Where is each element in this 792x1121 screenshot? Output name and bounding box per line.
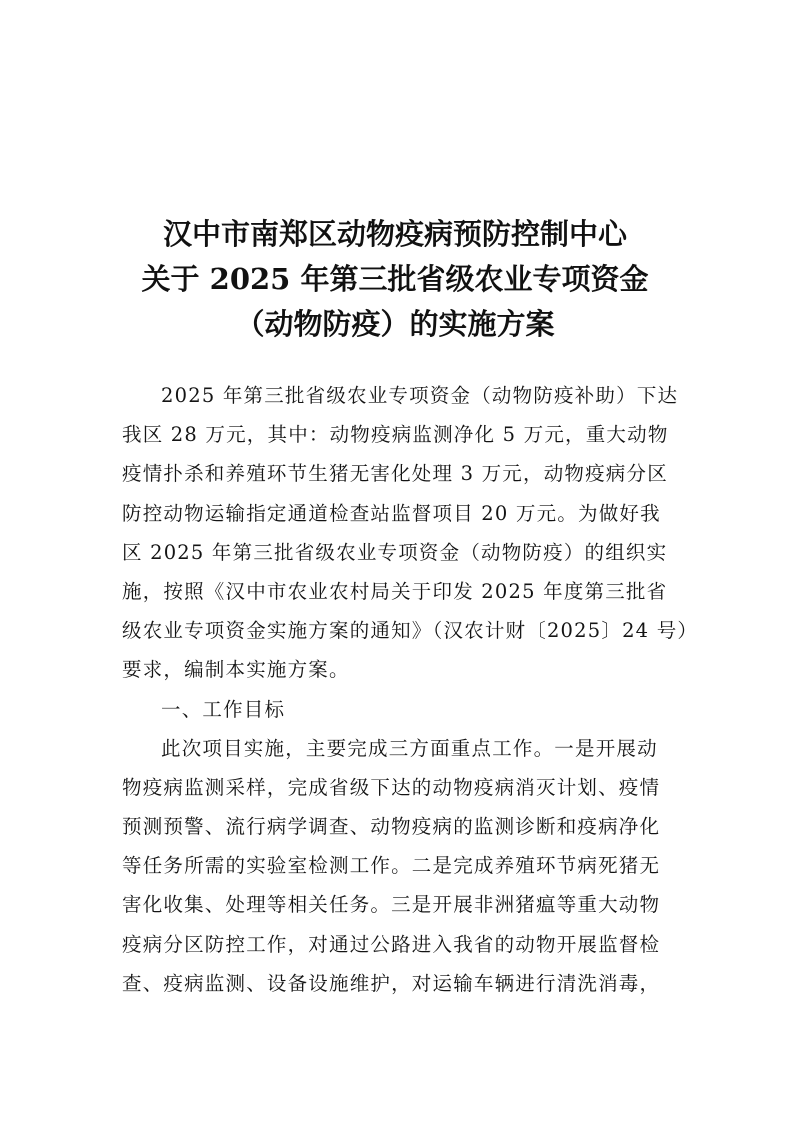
document-body bbox=[122, 376, 699, 1003]
title-line: 汉中市南郑区动物疫病预防控制中心 bbox=[162, 217, 627, 251]
section-heading: 一、工作目标 bbox=[161, 697, 286, 721]
intro-paragraph bbox=[122, 376, 699, 690]
paragraph-line: 害化收集、处理等相关任务。三是开展非洲猪瘟等重大动物 bbox=[122, 893, 661, 917]
paragraph-line: 等任务所需的实验室检测工作。二是完成养殖环节病死猪无 bbox=[122, 854, 661, 878]
paragraph-line: 施，按照《汉中市农业农村局关于印发 2025 年度第三批省 bbox=[122, 579, 668, 603]
title-line: 关于 2025 年第三批省级农业专项资金 bbox=[141, 262, 649, 296]
paragraph-line: 查、疫病监测、设备设施维护，对运输车辆进行清洗消毒， bbox=[122, 971, 661, 995]
paragraph-line: 2025 年第三批省级农业专项资金（动物防疫补助）下达 bbox=[161, 384, 679, 407]
paragraph-line: 疫病分区防控工作，对通过公路进入我省的动物开展监督检 bbox=[122, 932, 661, 956]
paragraph-line: 级农业专项资金实施方案的通知》（汉农计财〔2025〕24 号） bbox=[122, 619, 699, 643]
paragraph-line: 我区 28 万元，其中：动物疫病监测净化 5 万元，重大动物 bbox=[122, 423, 669, 447]
title-line: （动物防疫）的实施方案 bbox=[235, 307, 555, 341]
paragraph-line: 防控动物运输指定通道检查站监督项目 20 万元。为做好我 bbox=[122, 501, 661, 525]
paragraph-line: 疫情扑杀和养殖环节生猪无害化处理 3 万元，动物疫病分区 bbox=[122, 462, 668, 486]
paragraph-line: 区 2025 年第三批省级农业专项资金（动物防疫）的组织实 bbox=[122, 540, 668, 564]
goal-paragraph bbox=[122, 729, 682, 1003]
paragraph-line: 预测预警、流行病学调查、动物疫病的监测诊断和疫病净化 bbox=[122, 815, 661, 839]
paragraph-line: 此次项目实施，主要完成三方面重点工作。一是开展动 bbox=[161, 736, 658, 760]
document-title bbox=[100, 212, 690, 347]
paragraph-line: 要求，编制本实施方案。 bbox=[122, 658, 350, 682]
paragraph-line: 物疫病监测采样，完成省级下达的动物疫病消灭计划、疫情 bbox=[122, 775, 661, 799]
